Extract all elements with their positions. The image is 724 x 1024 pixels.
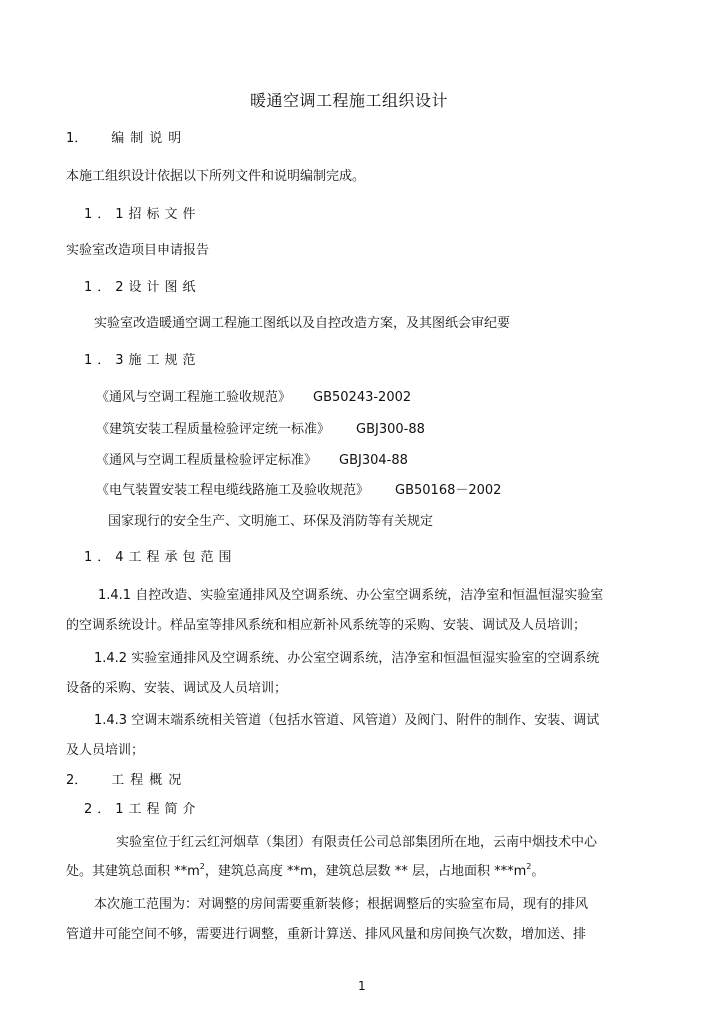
standard-name: 《通风与空调工程质量检验评定标准》	[96, 453, 318, 468]
section-title: 工程概况	[111, 773, 188, 788]
section-number: 2．	[66, 773, 88, 788]
standard-code: GBJ304-88	[339, 453, 408, 468]
text-run: 处。其建筑总面积 **m	[66, 864, 200, 879]
section-1-2-text: 实验室改造暖通空调工程施工图纸以及自控改造方案，及其图纸会审纪要	[94, 316, 511, 331]
section-title: 施工规范	[128, 353, 201, 368]
section-number: 1．4	[84, 550, 129, 565]
intro-paragraph: 本施工组织设计依据以下所列文件和说明编制完成。	[66, 169, 366, 184]
section-2-heading	[66, 772, 187, 790]
standard-code: GBJ300-88	[356, 422, 425, 437]
text-run: 。	[531, 864, 545, 879]
section-1-4-heading	[84, 549, 237, 567]
section-number: 1．1	[84, 207, 129, 222]
scope-paragraph-2-line-2: 设备的采购、安装、调试及人员培训；	[66, 681, 288, 696]
text-run: ，建筑总高度 **m，建筑总层数 ** 层，占地面积 ***m	[204, 864, 527, 879]
section-number: 2．1	[84, 802, 129, 817]
scope-paragraph-2-line-1: 1.4.2 实验室通排风及空调系统、办公室空调系统，洁净室和恒温恒湿实验室的空调系统	[94, 651, 600, 666]
scope-paragraph-1-line-1: 1.4.1 自控改造、实验室通排风及空调系统、办公室空调系统，洁净室和恒温恒湿实验室	[98, 588, 604, 603]
document-title: 暖通空调工程施工组织设计	[250, 91, 449, 110]
standards-note: 国家现行的安全生产、文明施工、环保及消防等有关规定	[108, 514, 434, 529]
section-1-heading	[66, 130, 187, 148]
standard-item	[96, 452, 408, 470]
overview-paragraph-2-line-1: 本次施工范围为：对调整的房间需要重新装修；根据调整后的实验室布局，现有的排风	[94, 897, 589, 912]
standard-code: GB50243-2002	[313, 390, 412, 405]
page-number: 1	[358, 979, 366, 993]
section-1-2-heading	[84, 279, 201, 297]
standard-item	[96, 482, 501, 500]
standard-name: 《通风与空调工程施工验收规范》	[96, 390, 292, 405]
section-title: 招标文件	[128, 207, 201, 222]
section-number: 1．2	[84, 280, 129, 295]
section-1-3-heading	[84, 352, 201, 370]
standard-code: GB50168－2002	[395, 483, 502, 498]
standard-name: 《电气装置安装工程电缆线路施工及验收规范》	[96, 483, 370, 498]
section-title: 工程承包范围	[128, 550, 237, 565]
superscript: 2	[199, 862, 205, 871]
overview-paragraph-1-line-1: 实验室位于红云红河烟草（集团）有限责任公司总部集团所在地，云南中烟技术中心	[116, 835, 598, 850]
scope-paragraph-3-line-1: 1.4.3 空调末端系统相关管道（包括水管道、风管道）及阀门、附件的制作、安装、调试	[94, 713, 600, 728]
section-number: 1．	[66, 131, 88, 146]
overview-paragraph-1-line-2	[66, 863, 544, 881]
scope-paragraph-1-line-2: 的空调系统设计。样品室等排风系统和相应新补风系统等的采购、安装、调试及人员培训；	[66, 618, 587, 633]
standard-name: 《建筑安装工程质量检验评定统一标准》	[96, 422, 331, 437]
standard-item	[96, 389, 411, 407]
section-title: 编制说明	[111, 131, 188, 146]
section-1-1-text: 实验室改造项目申请报告	[66, 243, 210, 258]
section-2-1-heading	[84, 801, 201, 819]
superscript: 2	[526, 862, 532, 871]
scope-paragraph-3-line-2: 及人员培训；	[66, 743, 145, 758]
section-1-1-heading	[84, 206, 201, 224]
section-number: 1．3	[84, 353, 129, 368]
section-title: 工程简介	[128, 802, 201, 817]
standard-item	[96, 421, 425, 439]
overview-paragraph-2-line-2: 管道井可能空间不够，需要进行调整，重新计算送、排风风量和房间换气次数，增加送、排	[66, 927, 587, 942]
section-title: 设计图纸	[128, 280, 201, 295]
